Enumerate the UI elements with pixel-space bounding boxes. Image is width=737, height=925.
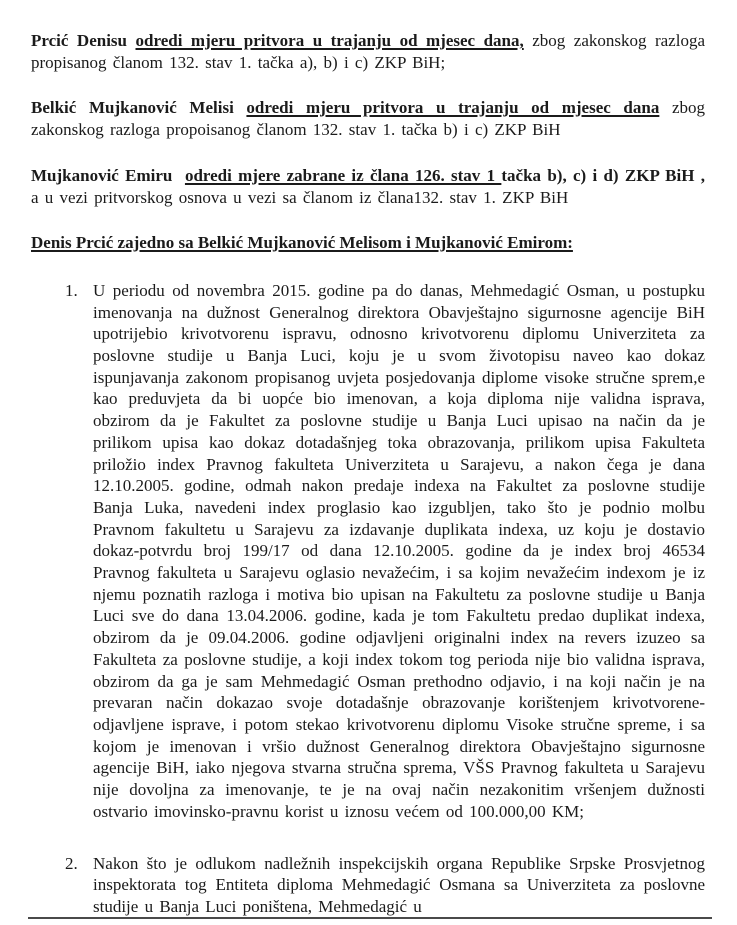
text-run-bold: Mujkanović Emiru <box>31 165 185 185</box>
text-run-bold: Prcić Denisu <box>31 31 136 50</box>
list-item-text: Nakon što je odlukom nadležnih inspekcijskih organa Republike Srpske Prosvjetnog inspektorata tog Entiteta diploma Mehmedagić Osmana sa Univerziteta za poslovne studije u Banja Luci poništena, Mehmedagić u <box>93 853 705 916</box>
text-run: zbog zakonskog razloga propisanog članom 132. stav 1. tačka a), b) i c) ZKP BiH; <box>31 31 705 72</box>
paragraph-belkic-mujkanovic <box>31 97 705 140</box>
list-item-number: 1. <box>65 280 78 300</box>
list-item-number: 2. <box>65 853 78 873</box>
paragraph-mujkanovic-emiru <box>31 165 705 208</box>
text-run-bold-underline: odredi mjeru pritvora u trajanju od mjesec dana, <box>135 31 524 50</box>
text-run: zbog zakonskog razloga propoisanog članom 132. stav 1. tačka b) i c) ZKP BiH <box>31 98 706 140</box>
text-run-bold: tačka b), c) i d) ZKP BiH , <box>501 165 706 185</box>
text-run-bold-underline: odredi mjere zabrane iz člana 126. stav 1 <box>184 165 502 185</box>
section-heading: Denis Prcić zajedno sa Belkić Mujkanović Melisom i Mujkanović Emirom: <box>31 233 573 253</box>
text-run-bold: Belkić Mujkanović Melisi <box>31 98 247 118</box>
page-bottom-rule <box>28 917 712 919</box>
list-item-1 <box>31 280 705 823</box>
list-item-2 <box>31 853 705 918</box>
text-run-bold-underline: odredi mjeru pritvora u trajanju od mjesec dana <box>246 98 660 118</box>
text-run: a u vezi pritvorskog osnova u vezi sa članom iz člana132. stav 1. ZKP BiH <box>31 187 569 207</box>
paragraph-prcic-denisu <box>31 30 705 73</box>
numbered-list <box>31 280 705 918</box>
list-item-text: U periodu od novembra 2015. godine pa do danas, Mehmedagić Osman, u postupku imenovanja na dužnost Generalnog direktora Obavještajno sigurnosne agencije BiH upotrijebio krivotvorenu ispravu, odnosno krivotvorenu diplomu Univerziteta za poslovne studije u Banja Luci, koju je u svom životopisu naveo kao dokaz ispunjavanja zakonom propisanog uvjeta posjedovanja diplome visoke stručne sprem,e kao preduvjeta da bi uopće bio imenovan, a koja diploma nije validna isprava, obzirom da je Fakultet za poslovne studije u Banja Luci upisao na način da je prilikom upisa kao dokaz dotadašnjeg toka obrazovanja, prilikom upisa Fakulteta priložio index Pravnog fakulteta Univerziteta u Sarajevu, a nakon čega je dana 12.10.2005. godine, odmah nakon predaje indexa na Fakultet za poslovne studije Banja Luka, navedeni index proglasio kao izgubljen, tako što je podnio molbu Pravnom fakultetu u Sarajevu za izdavanje duplikata indexa, uz koju je dostavio dokaz-potvrdu broj 199/17 od dana 12.10.2005. godine da je index broj 46534 Pravnog fakulteta u Sarajevu oglasio nevažećim, i sa kojim nevažećim indexom je iz njemu poznatih razloga i motiva bio upisan na Fakultetu za poslovne studije u Banja Luci sve do dana 13.04.2006. godine, kada je tom Fakultetu predao duplikat indexa, obzirom da je 09.04.2006. godine odjavljeni originalni index na revers izuzeo sa Fakulteta za poslovne studije, a koji index tokom tog perioda nije bio validna isprava, obzirom da ga je sam Mehmedagić Osman prethodno odjavio, i na koji način je na prevaran način dokazao svoje dotadašnje obrazovanje korištenjem krivotvorene-odjavljene isprave, i potom stekao krivotvorenu diplomu Visoke stručne spreme, i sa kojom je imenovan i vršio dužnost Generalnog direktora Obavještajno sigurnosne agencije BiH, iako njegova stvarna stručna sprema, VŠS Pravnog fakulteta u Sarajevu nije dovoljna za imenovanje, te je na ovaj način nezakonitim vršenjem dužnosti ostvario imovinsko-pravnu korist u iznosu većem od 100.000,00 KM; <box>93 280 705 821</box>
